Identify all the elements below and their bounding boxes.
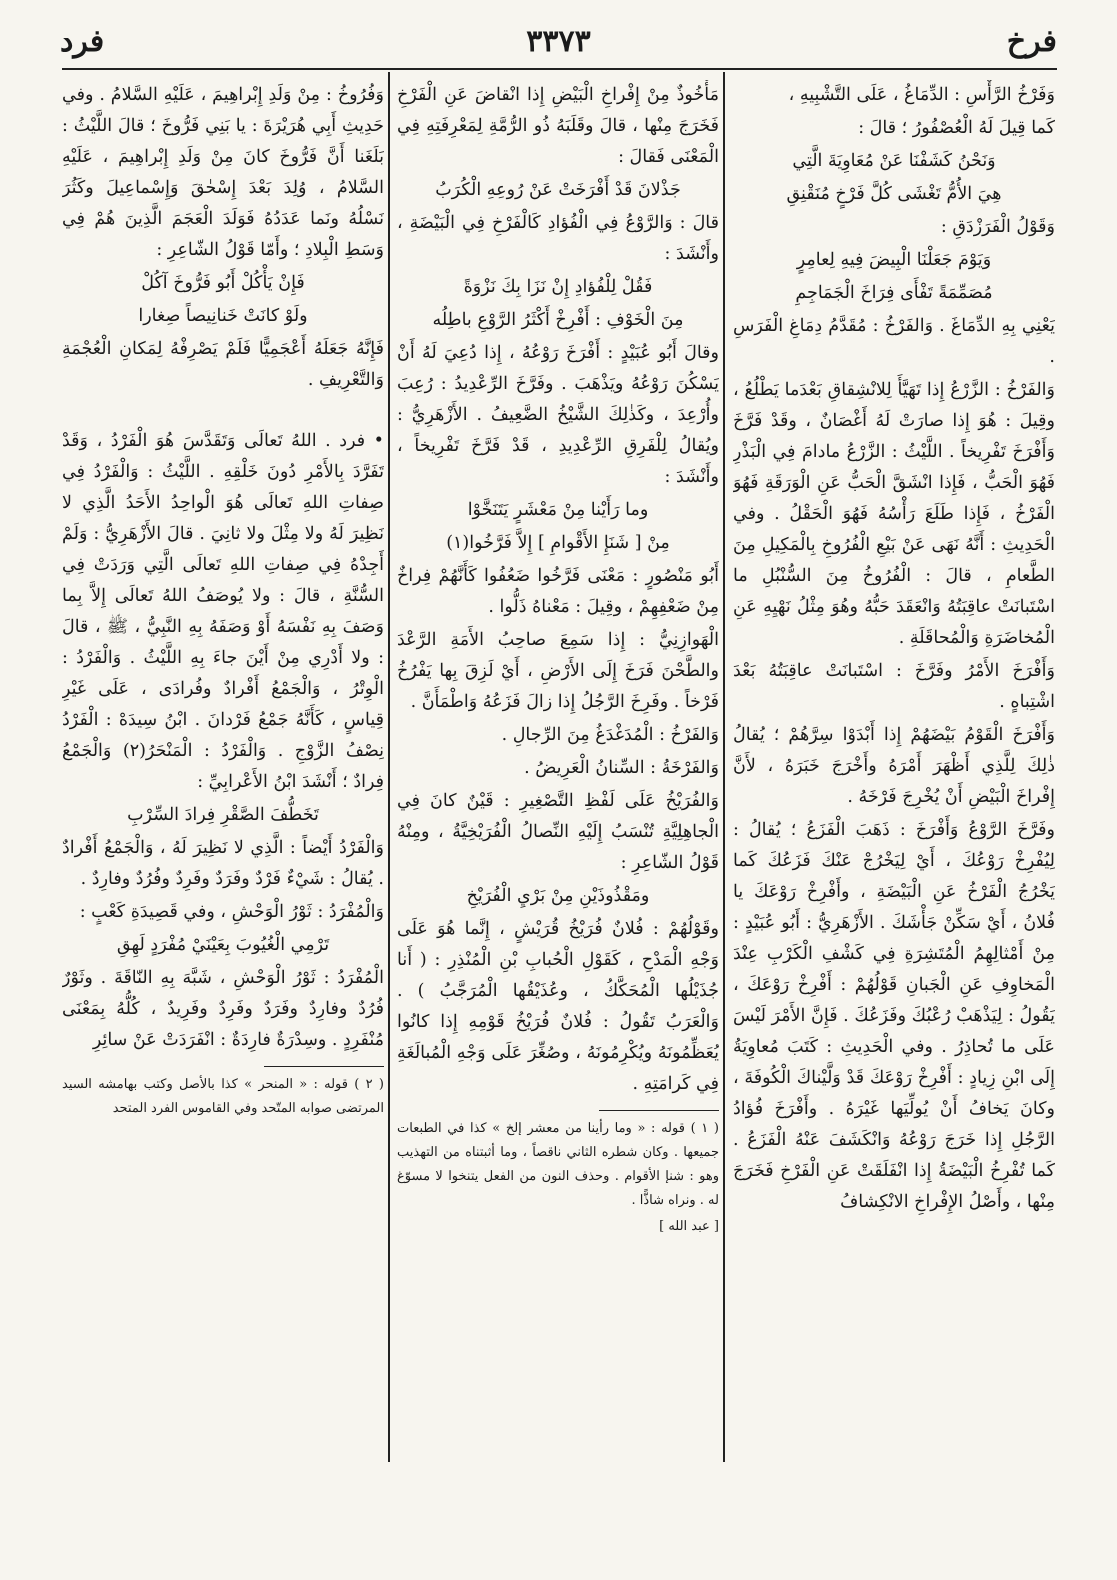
verse: مِنَ الْخَوْفِ : أَفْرِخْ أَكْثَرُ الرَّوْعِ باطِلُه <box>432 310 684 330</box>
paragraph: وَالْفَرْدُ أَيْضاً : الَّذِي لا نَظِيرَ لَهُ ، وَالْجَمْعُ أَفْرادٌ . يُقالُ : شَيْءٌ فَرْدٌ وفَرَدٌ وفَرِدٌ وفُرُدٌ وفارِدٌ . <box>62 838 384 889</box>
paragraph: الْهَوازِنِيُّ : إِذا سَمِعَ صاحِبُ الأَمَةِ الرَّعْدَ والطَّحْنَ فَرَخَ إِلَى الأَرْضِ ، أَيْ لَزِقَ بِها يَفْرُخُ فَرْخاً . وفَرِخَ الرَّجُلُ إِذا زالَ فَزَعُهُ وَاطْمَأَنَّ . <box>397 630 719 712</box>
column-middle <box>397 80 719 1500</box>
paragraph: قالَ : وَالرَّوْعُ فِي الْفُؤادِ كَالْفَرْخِ فِي الْبَيْضَةِ ، وأَنْشَدَ : <box>397 213 719 264</box>
paragraph: مَأْخُوذٌ مِنْ إِفْراخِ الْبَيْضِ إِذا انْقاضَ عَنِ الْفَرْخِ فَخَرَجَ مِنْها ، قالَ وقَلَبَهُ ذُو الرُّمَّةِ لِمَعْرِفَتِهِ فِي الْمَعْنَى فَقالَ : <box>397 85 719 167</box>
column-divider-right <box>723 72 725 1462</box>
entry-fard: • فرد . اللهُ تَعالَى وَتَقَدَّسَ هُوَ الْفَرْدُ ، وَقَدْ تَفَرَّدَ بِالأَمْرِ دُونَ خَلْقِهِ . اللَّيْثُ : وَالْفَرْدُ فِي صِفاتِ اللهِ تَعالَى هُوَ الْواحِدُ الأَحَدُ الَّذِي لا نَظِيرَ لَهُ ولا مِثْلَ ولا ثانِيَ . قالَ الأَزْهَرِيُّ : وَلَمْ أَجِدْهُ فِي صِفاتِ اللهِ تَعالَى الَّتِي وَرَدَتْ فِي السُّنَّةِ ، قالَ : ولا يُوصَفُ اللهُ تَعالَى إِلاَّ بِما وَصَفَ بِهِ نَفْسَهُ أَوْ وَصَفَهُ بِهِ النَّبِيُّ ، ﷺ ، قالَ : ولا أَدْرِي مِنْ أَيْنَ جاءَ بِهِ اللَّيْثُ . وَالْفَرْدُ : الْوِتْرُ ، وَالْجَمْعُ أَفْرادٌ وفُرادَى ، عَلَى غَيْرِ قِياسٍ ، كَأَنَّهُ جَمْعُ فَرْدانَ . ابْنُ سِيدَهْ : الْفَرْدُ نِصْفُ الزَّوْجِ . وَالْفَرْدُ : الْمَنْحَرُ(٢) وَالْجَمْعُ فِرادٌ ؛ أَنْشَدَ ابْنُ الأَعْرابِيِّ : <box>62 431 384 792</box>
header-right-word: فرخ <box>1006 24 1057 59</box>
paragraph: وقَوْلُهُمْ : فُلانٌ فُرَيْخُ قُرَيْشٍ ، إِنَّما هُوَ عَلَى وَجْهِ الْمَدْحِ ، كَقَوْلِ الْحُبابِ بْنِ الْمُنْذِرِ : ( أَنا جُذَيْلُها الْمُحَكَّكُ ، وعُذَيْقُها الْمُرَجَّبُ ) . وَالْعَرَبُ تَقُولُ : فُلانٌ فُرَيْخُ قَوْمِهِ إِذا كانُوا يُعَظِّمُونَهُ ويُكْرِمُونَهُ ، وصُغِّرَ عَلَى وَجْهِ الْمُبالَغَةِ فِي كَرامَتِهِ . <box>397 919 719 1094</box>
column-divider-left <box>388 72 390 1462</box>
paragraph: الْمُفْرَدُ : ثَوْرُ الْوَحْشِ ، شَبَّهَ بِهِ النّاقَةَ . وثَوْرٌ فُرُدٌ وفارِدٌ وفَرَدٌ وفَرِدٌ وفَرِيدٌ ، كُلُّهُ بِمَعْنَى مُنْفَرِدٍ . وسِدْرَةٌ فارِدَةٌ : انْفَرَدَتْ عَنْ سائِرِ <box>62 968 384 1050</box>
footnote-signature: [ عبد الله ] <box>659 1219 719 1234</box>
verse: وَنَحْنُ كَشَفْنَا عَنْ مُعَاوِيَةَ الَّتِي <box>792 151 996 171</box>
verse: مِنْ [ شَنَإِ الأَقْوامِ ] إِلاَّ فَرَّخُوا(١) <box>446 533 670 553</box>
paragraph: كَما قِيلَ لَهُ الْعُصْفُورُ ؛ قالَ : <box>858 118 1055 138</box>
column-right <box>733 80 1055 1500</box>
verse: مُصَمِّمَةً تَفْأَى فِرَاخَ الْجَمَاجِمِ <box>795 283 993 303</box>
verse: هِيَ الأُمُّ تَغْشَى كُلَّ فَرْخٍ مُنَقْنِقِ <box>786 184 1002 204</box>
footnote: ( ٢ ) قوله : « المنحر » كذا بالأصل وكتب بهامشه السيد المرتضى صوابه المتّحد وفي القاموس الفرد المتحد <box>62 1077 384 1116</box>
verse: وما رَأَيْنا مِنْ مَعْشَرٍ يَتَنَخَّوْا <box>467 500 649 520</box>
paragraph: أَبُو مَنْصُورٍ : مَعْنَى فَرَّخُوا ضَعُفُوا كَأَنَّهُمْ فِراخٌ مِنْ ضَعْفِهِمْ ، وقِيلَ : مَعْناهُ ذَلُّوا . <box>397 566 719 617</box>
footnote-rule <box>264 1066 384 1067</box>
verse: تَخَطُّفَ الصَّقْرِ فِرادَ السِّرْبِ <box>127 805 319 825</box>
header-left-word: فرد <box>60 24 105 59</box>
paragraph: فَإِنَّهُ جَعَلَهُ أَعْجَمِيًّا فَلَمْ يَصْرِفْهُ لِمَكانِ الْعُجْمَةِ وَالتَّعْرِيفِ . <box>62 339 384 390</box>
verse: فَإِنْ يَأْكُلْ أَبُو فَرُّوخَ آكُلْ <box>141 273 305 293</box>
paragraph: وَأَفْرَخَ الْقَوْمُ بَيْضَهُمْ إِذا أَبْدَوْا سِرَّهُمْ ؛ يُقالُ ذٰلِكَ لِلَّذِي أَظْهَرَ أَمْرَهُ وأَخْرَجَ خَبَرَهُ ، لأَنَّ إِفْراخَ الْبَيْضِ أَنْ يُخْرِجَ فَرْخَهُ . <box>733 725 1055 807</box>
paragraph: وَقَوْلُ الْفَرَزْدَقِ : <box>940 217 1055 237</box>
paragraph: وَالْمُفْرَدُ : ثَوْرُ الْوَحْشِ ، وفي قَصِيدَةِ كَعْبٍ : <box>79 902 384 922</box>
paragraph: وَالفَرْخُ : الْمُدَغْدَغُ مِنَ الرِّجالِ . <box>501 725 719 745</box>
verse: جَذْلانَ قَدْ أَفْرَخَتْ عَنْ رُوعِهِ الْكُرَبُ <box>435 180 681 200</box>
footnote-rule <box>599 1110 719 1111</box>
paragraph: وَالفَرْخَةُ : السِّنانُ الْعَرِيضُ . <box>524 758 719 778</box>
header-rule <box>62 68 1057 70</box>
paragraph: وَأَفْرَخَ الأَمْرُ وفَرَّخَ : اسْتَبانَتْ عاقِبَتُهُ بَعْدَ اشْتِباهٍ . <box>733 661 1055 712</box>
verse: تَرْمِي الْغُيُوبَ بِعَيْنَيْ مُفْرَدٍ لَهِقِ <box>116 935 330 955</box>
paragraph: وَفُرُوخُ : مِنْ وَلَدِ إِبْراهِيمَ ، عَلَيْهِ السَّلامُ . وفي حَدِيثِ أَبِي هُرَيْرَةَ : يا بَنِي فَرُّوخَ ؛ قالَ اللَّيْثُ : بَلَغَنا أَنَّ فَرُّوخَ كانَ مِنْ وَلَدِ إِبْراهِيمَ ، عَلَيْهِ السَّلامُ ، وُلِدَ بَعْدَ إِسْحٰقَ وَإِسْماعِيلَ وكَثُرَ نَسْلُهُ ونَما عَدَدُهُ فَوَلَدَ الْعَجَمَ الَّذِينَ هُمْ فِي وَسَطِ الْبِلادِ ؛ وأَمّا قَوْلُ الشّاعِرِ : <box>62 85 384 260</box>
verse: ومَقْذُوذَيْنِ مِنْ بَرْيِ الْفُرَيْخِ <box>466 886 650 906</box>
paragraph: وَفَرْخُ الرَّأْسِ : الدِّمَاغُ ، عَلَى التَّشْبِيهِ ، <box>788 85 1055 105</box>
verse: ولَوْ كانَتْ خَنانِيصاً صِغارا <box>138 306 308 326</box>
paragraph: يَعْنِي بِهِ الدِّمَاغَ . وَالفَرْخُ : مُقَدَّمُ دِمَاغِ الْفَرَسِ . <box>733 316 1055 367</box>
paragraph: وقالَ أَبُو عُبَيْدٍ : أَفْرَخَ رَوْعُهُ ، إِذا دُعِيَ لَهُ أَنْ يَسْكُنَ رَوْعُهُ ويَذْهَبَ . وفَرَّخَ الرِّعْدِيدُ : رُعِبَ وأُرْعِدَ ، وكَذٰلِكَ الشَّيْخُ الضَّعِيفُ . الأَزْهَرِيُّ : ويُقالُ لِلْفَرِقِ الرِّعْدِيدِ ، قَدْ فَرَّخَ تَفْرِيخاً ، وأَنْشَدَ : <box>397 343 719 487</box>
paragraph: وَالفَرْخُ : الزَّرْعُ إِذا تَهَيَّأَ لِلانْشِقاقِ بَعْدَما يَطْلُعُ ، وقِيلَ : هُوَ إِذا صارَتْ لَهُ أَغْصَانٌ ، وقَدْ فَرَّخَ وَأَفْرَخَ تَفْرِيخاً . اللَّيْثُ : الزَّرْعُ مادامَ فِي الْبَذْرِ فَهُوَ الْحَبُّ ، فَإِذا انْشَقَّ الْحَبُّ عَنِ الْوَرَقَةِ فَهُوَ الْفَرْخُ ، فَإِذا طَلَعَ رَأْسُهُ فَهُوَ الْحَقْلُ . وفي الْحَدِيثِ : أَنَّهُ نَهَى عَنْ بَيْعِ الْفُرُوخِ بِالْمَكِيلِ مِنَ الطَّعامِ ، قالَ : الْفُرُوخُ مِنَ السُّنْبُلِ ما اسْتَبانَتْ عاقِبَتُهُ وَانْعَقَدَ حَبُّهُ وهُوَ مِثْلُ نَهْيِهِ عَنِ الْمُخاضَرَةِ وَالْمُحاقَلَةِ . <box>733 380 1055 648</box>
paragraph: وفَرَّخَ الرَّوْعُ وَأَفْرَخَ : ذَهَبَ الْفَزَعُ ؛ يُقالُ : لِيُفْرِخْ رَوْعُكَ ، أَيْ لِيَخْرُجْ عَنْكَ فَزَعُكَ كَما يَخْرُجُ الْفَرْخُ عَنِ الْبَيْضَةِ ، وأَفْرِخْ رَوْعَكَ يا فُلانُ ، أَيْ سَكِّنْ جَأْشَكَ . الأَزْهَرِيُّ : أَبُو عُبَيْدٍ : مِنْ أَمْثالِهِمُ الْمُتَشِرَةِ فِي كَشْفِ الْكَرْبِ عِنْدَ الْمَخاوِفِ عَنِ الْجَبانِ قَوْلُهُمْ : أَفْرِخْ رَوْعَكَ ، يَقُولُ : لِيَذْهَبْ رُعْبُكَ وفَزَعُكَ . فَإِنَّ الأَمْرَ لَيْسَ عَلَى ما تُحاذِرُ . وفي الْحَدِيثِ : كَتَبَ مُعاوِيَةُ إِلَى ابْنِ زِيادٍ : أَفْرِخْ رَوْعَكَ قَدْ وَلَّيْناكَ الْكُوفَةَ ، وكانَ يَخافُ أَنْ يُولِّيَها غَيْرَهُ . وأَفْرَخَ فُؤادُ الرَّجُلِ إِذا خَرَجَ رَوْعُهُ وَانْكَشَفَ عَنْهُ الْفَزَعُ . كَما تُفْرِخُ الْبَيْضَةُ إِذا انْفَلَقَتْ عَنِ الْفَرْخِ فَخَرَجَ مِنْها ، وأَصْلُ الإِفْراخِ الانْكِشافُ <box>733 820 1055 1212</box>
column-left <box>62 80 384 1500</box>
verse: وَيَوْمَ جَعَلْنَا الْبِيضَ فِيهِ لِعامِرٍ <box>796 250 992 270</box>
verse: فَقُلْ لِلْفُؤادِ إِنْ نَزَا بِكَ نَزْوَةً <box>463 277 653 297</box>
footnote: ( ١ ) قوله : « وما رأينا من معشر إلخ » كذا في الطبعات جميعها . وكان شطره الثاني ناقصاً ، وما أثبتناه من التهذيب وهو : شنإ الأقوام . وحذف النون من الفعل يتنخوا لا مسوّغ له . ونراه شاذًّا . <box>397 1121 719 1208</box>
paragraph: وَالفُرَيْخُ عَلَى لَفْظِ التَّصْغِيرِ : قَيْنٌ كانَ فِي الْجاهِلِيَّةِ تُنْسَبُ إِلَيْهِ النِّصالُ الْفُرَيْخِيَّةُ ، ومِنْهُ قَوْلُ الشّاعِرِ : <box>397 791 719 873</box>
page-number: ٣٣٧٣ <box>526 24 591 59</box>
